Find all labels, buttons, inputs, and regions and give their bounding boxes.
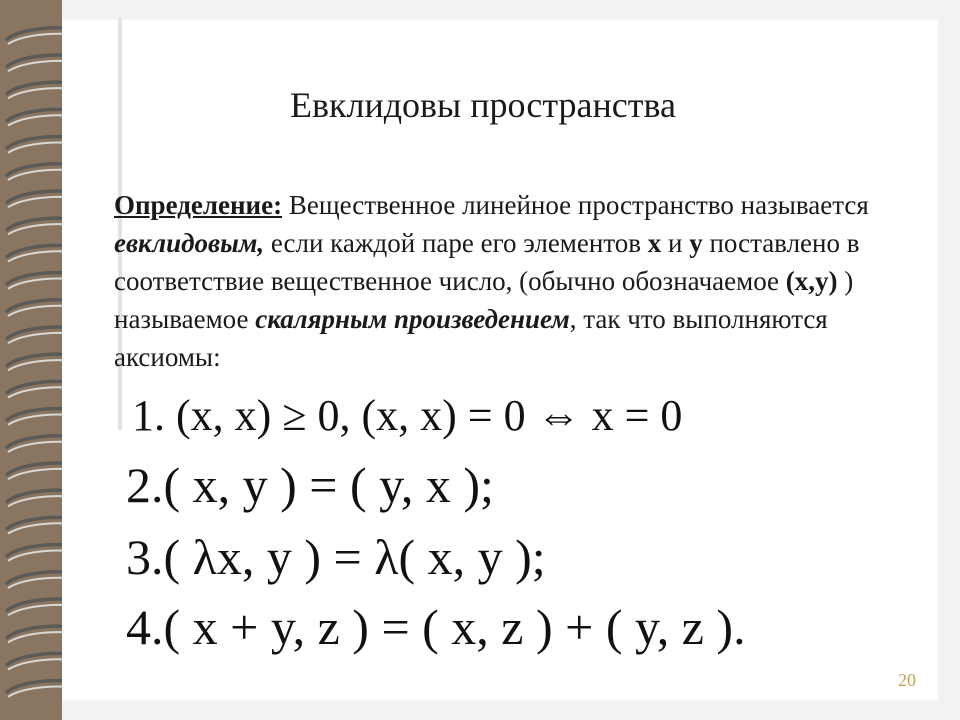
axiom-4: 4.( x + y, z ) = ( x, z ) + ( y, z ). [126, 599, 746, 655]
definition-label: Определение: [114, 190, 283, 220]
axiom-2: 2.( x, y ) = ( y, x ); [126, 457, 494, 513]
page-number: 20 [898, 670, 916, 690]
scalar-notation: (x,y) [785, 266, 838, 296]
element-y: y [689, 228, 703, 258]
definition-text-3: и [661, 228, 690, 258]
slide-title: Евклидовы пространства [290, 85, 676, 125]
definition-text-4: поставлено в соответствие вещественное число, (обычно обозначаемое [114, 228, 860, 296]
axiom-3: 3.( λx, y ) = λ( x, y ); [126, 529, 546, 585]
definition-text-2: если каждой паре его элементов [264, 228, 648, 258]
term-evklidovym: евклидовым, [114, 228, 265, 258]
element-x: x [647, 228, 662, 258]
term-scalar-product: скалярным произведением [255, 304, 570, 334]
definition-text-5: ) называемое [114, 266, 854, 334]
definition-text-1: Вещественное линейное пространство называется [282, 190, 869, 220]
definition-text-6: , так что выполняются аксиомы: [114, 304, 828, 372]
definition-paragraph [114, 186, 904, 376]
axiom-1: 1. (x, x) ≥ 0, (x, x) = 0 ⇔ x = 0 [132, 391, 683, 440]
